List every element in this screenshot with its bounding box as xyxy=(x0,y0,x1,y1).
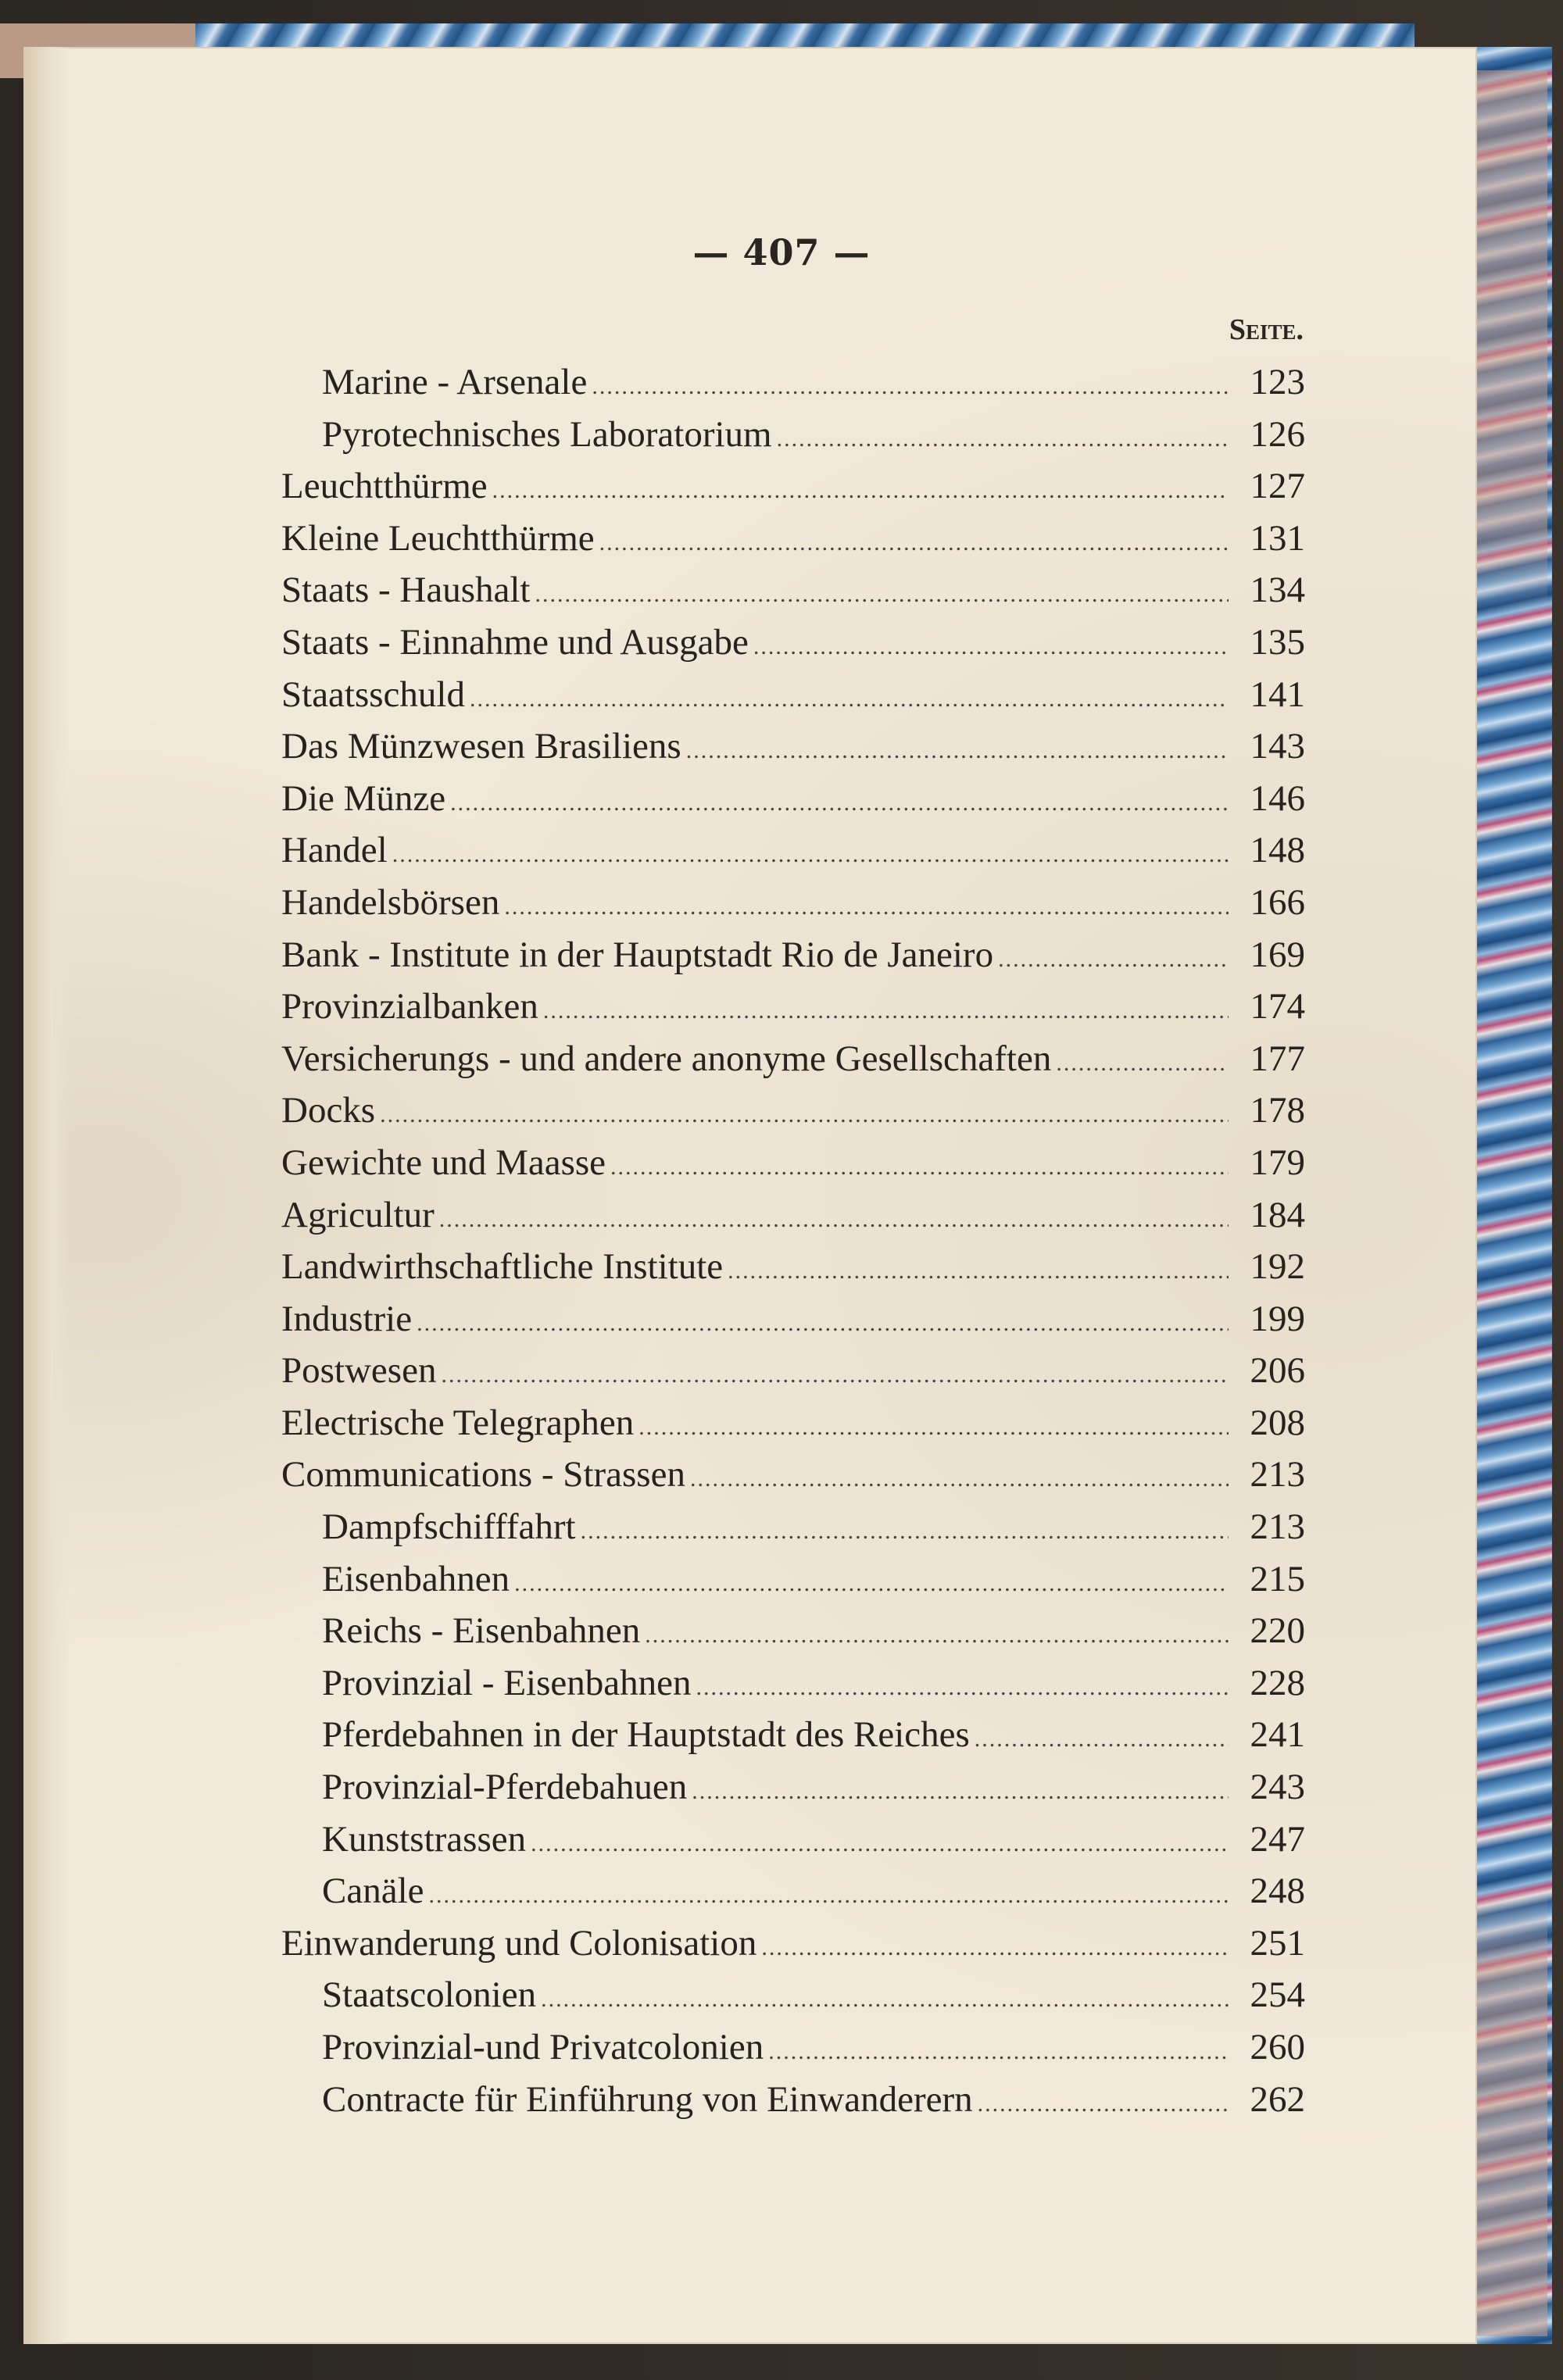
toc-entry xyxy=(281,881,1305,934)
toc-entry xyxy=(281,1610,1305,1662)
toc-entry-page: 206 xyxy=(1250,1350,1305,1392)
dot-leader xyxy=(450,790,1229,817)
dot-leader xyxy=(692,1778,1229,1805)
toc-entry-title: Dampfschifffahrt xyxy=(322,1506,576,1548)
toc-entry-title: Handelsbörsen xyxy=(281,881,500,923)
toc-entry xyxy=(281,569,1305,621)
column-header-seite: Seite. xyxy=(1229,313,1304,346)
toc-entry-page: 254 xyxy=(1250,1974,1305,2016)
toc-entry xyxy=(281,465,1305,517)
toc-entry-title: Provinzial-Pferdebahuen xyxy=(322,1767,688,1808)
dot-leader xyxy=(1056,1050,1229,1077)
dot-leader xyxy=(392,842,1229,868)
toc-entry-page: 208 xyxy=(1250,1402,1305,1443)
toc-entry-title: Das Münzwesen Brasiliens xyxy=(281,726,681,767)
toc-entry xyxy=(281,777,1305,830)
toc-entry xyxy=(281,1870,1305,1922)
toc-entry xyxy=(281,1974,1305,2026)
toc-entry-title: Versicherungs - und andere anonyme Gesellschaften xyxy=(281,1038,1052,1079)
toc-entry-page: 247 xyxy=(1250,1818,1305,1860)
toc-entry xyxy=(281,1349,1305,1402)
dot-leader xyxy=(535,581,1229,608)
toc-entry-page: 213 xyxy=(1250,1454,1305,1496)
page-number: — 407 — xyxy=(692,231,871,273)
toc-entry-page: 213 xyxy=(1250,1506,1305,1548)
dot-leader xyxy=(599,530,1229,556)
toc-entry-title: Communications - Strassen xyxy=(281,1454,685,1496)
toc-entry xyxy=(281,1142,1305,1194)
toc-entry-page: 243 xyxy=(1250,1767,1305,1808)
toc-entry-page: 126 xyxy=(1250,413,1305,455)
toc-entry-title: Gewichte und Maasse xyxy=(281,1142,606,1183)
toc-entry xyxy=(281,829,1305,881)
toc-entry-page: 248 xyxy=(1250,1871,1305,1912)
toc-entry-page: 134 xyxy=(1250,570,1305,611)
toc-entry xyxy=(281,413,1305,466)
toc-entry-title: Kunststrassen xyxy=(322,1818,527,1860)
toc-entry xyxy=(281,1453,1305,1506)
toc-entry-page: 169 xyxy=(1250,934,1305,975)
dot-leader xyxy=(978,2091,1229,2117)
toc-entry-title: Staats - Haushalt xyxy=(281,570,531,611)
toc-entry-title: Canäle xyxy=(322,1871,424,1912)
toc-entry-page: 174 xyxy=(1250,986,1305,1027)
dot-leader xyxy=(543,998,1229,1024)
toc-entry-title: Contracte für Einführung von Einwanderern xyxy=(322,2078,973,2120)
toc-entry xyxy=(281,1298,1305,1350)
toc-entry xyxy=(281,361,1305,413)
dot-leader xyxy=(638,1414,1229,1441)
toc-entry-page: 146 xyxy=(1250,777,1305,819)
toc-entry-title: Die Münze xyxy=(281,777,446,819)
toc-entry-title: Pferdebahnen in der Hauptstadt des Reiches xyxy=(322,1714,970,1756)
toc-entry-title: Leuchtthürme xyxy=(281,466,488,507)
dot-leader xyxy=(696,1674,1229,1701)
toc-entry xyxy=(281,1766,1305,1818)
toc-entry-page: 166 xyxy=(1250,881,1305,923)
toc-entry-title: Landwirthschaftliche Institute xyxy=(281,1246,724,1288)
dot-leader xyxy=(998,946,1229,973)
toc-entry xyxy=(281,1089,1305,1142)
toc-entry-title: Docks xyxy=(281,1090,376,1131)
toc-entry-page: 177 xyxy=(1250,1038,1305,1079)
toc-entry-page: 192 xyxy=(1250,1246,1305,1288)
toc-entry-title: Kleine Leuchtthürme xyxy=(281,517,595,559)
dot-leader xyxy=(592,373,1229,400)
dot-leader xyxy=(686,738,1229,764)
dot-leader xyxy=(514,1571,1229,1597)
toc-entry-title: Electrische Telegraphen xyxy=(281,1402,635,1443)
toc-entry-page: 141 xyxy=(1250,674,1305,715)
toc-entry-page: 262 xyxy=(1250,2078,1305,2120)
toc-entry-page: 135 xyxy=(1250,621,1305,663)
toc-entry-page: 178 xyxy=(1250,1090,1305,1131)
toc-entry-page: 127 xyxy=(1250,466,1305,507)
toc-entry-title: Postwesen xyxy=(281,1350,437,1392)
toc-entry-title: Provinzial-und Privatcolonien xyxy=(322,2027,764,2067)
toc-entry-title: Industrie xyxy=(281,1298,413,1339)
dot-leader xyxy=(380,1102,1229,1128)
toc-entry xyxy=(281,1506,1305,1558)
toc-entry-page: 131 xyxy=(1250,517,1305,559)
toc-entry-page: 143 xyxy=(1250,726,1305,767)
dot-leader xyxy=(777,426,1229,452)
toc-entry-page: 260 xyxy=(1250,2027,1305,2067)
toc-entry xyxy=(281,1922,1305,1974)
toc-entry xyxy=(281,1038,1305,1090)
toc-entry-title: Bank - Institute in der Hauptstadt Rio de Janeiro xyxy=(281,934,994,975)
toc-entry xyxy=(281,674,1305,726)
toc-entry-title: Staats - Einnahme und Ausgabe xyxy=(281,621,749,663)
toc-entry xyxy=(281,2026,1305,2078)
toc-entry xyxy=(281,1245,1305,1298)
dot-leader xyxy=(470,686,1229,713)
toc-entry xyxy=(281,1402,1305,1454)
dot-leader xyxy=(975,1726,1229,1753)
toc-entry xyxy=(281,1194,1305,1246)
toc-entry xyxy=(281,1818,1305,1871)
dot-leader xyxy=(492,477,1229,504)
toc-entry-page: 199 xyxy=(1250,1298,1305,1339)
toc-entry-title: Reichs - Eisenbahnen xyxy=(322,1610,641,1652)
dot-leader xyxy=(610,1154,1229,1181)
dot-leader xyxy=(531,1831,1229,1857)
toc-entry-title: Pyrotechnisches Laboratorium xyxy=(322,413,772,455)
toc-entry-page: 179 xyxy=(1250,1142,1305,1183)
toc-entry-page: 148 xyxy=(1250,830,1305,871)
dot-leader xyxy=(441,1362,1229,1388)
toc-entry-page: 184 xyxy=(1250,1194,1305,1235)
toc-entry xyxy=(281,985,1305,1038)
dot-leader xyxy=(753,634,1229,660)
page-gutter-shadow xyxy=(23,47,70,2344)
toc-entry-page: 241 xyxy=(1250,1714,1305,1756)
toc-entry-page: 220 xyxy=(1250,1610,1305,1652)
toc-entry xyxy=(281,621,1305,674)
toc-entry xyxy=(281,1558,1305,1610)
dot-leader xyxy=(504,894,1229,920)
toc-entry xyxy=(281,1714,1305,1766)
toc-entry xyxy=(281,725,1305,777)
toc-entry-page: 123 xyxy=(1250,362,1305,402)
toc-entry-page: 251 xyxy=(1250,1922,1305,1964)
dot-leader xyxy=(541,1986,1229,2013)
toc-entry-title: Staatsschuld xyxy=(281,674,465,715)
toc-entry-title: Provinzialbanken xyxy=(281,986,538,1027)
dot-leader xyxy=(439,1206,1229,1233)
dot-leader xyxy=(581,1518,1229,1545)
toc-entry-title: Provinzial - Eisenbahnen xyxy=(322,1662,692,1703)
toc-entry-title: Eisenbahnen xyxy=(322,1558,510,1599)
table-of-contents xyxy=(281,361,1305,2130)
dot-leader xyxy=(429,1882,1229,1909)
toc-entry-page: 228 xyxy=(1250,1662,1305,1703)
toc-entry xyxy=(281,2078,1305,2131)
toc-entry-title: Staatscolonien xyxy=(322,1974,537,2016)
toc-entry xyxy=(281,934,1305,986)
toc-entry xyxy=(281,1662,1305,1714)
dot-leader xyxy=(728,1258,1229,1285)
dot-leader xyxy=(761,1935,1229,1961)
dot-leader xyxy=(690,1466,1229,1492)
dot-leader xyxy=(645,1622,1229,1649)
dot-leader xyxy=(417,1310,1229,1337)
dot-leader xyxy=(768,2039,1229,2065)
toc-entry-title: Einwanderung und Colonisation xyxy=(281,1922,757,1964)
toc-entry xyxy=(281,517,1305,570)
toc-entry-title: Handel xyxy=(281,830,388,871)
toc-entry-title: Agricultur xyxy=(281,1194,435,1235)
toc-entry-page: 215 xyxy=(1250,1558,1305,1599)
toc-entry-title: Marine - Arsenale xyxy=(322,362,588,402)
